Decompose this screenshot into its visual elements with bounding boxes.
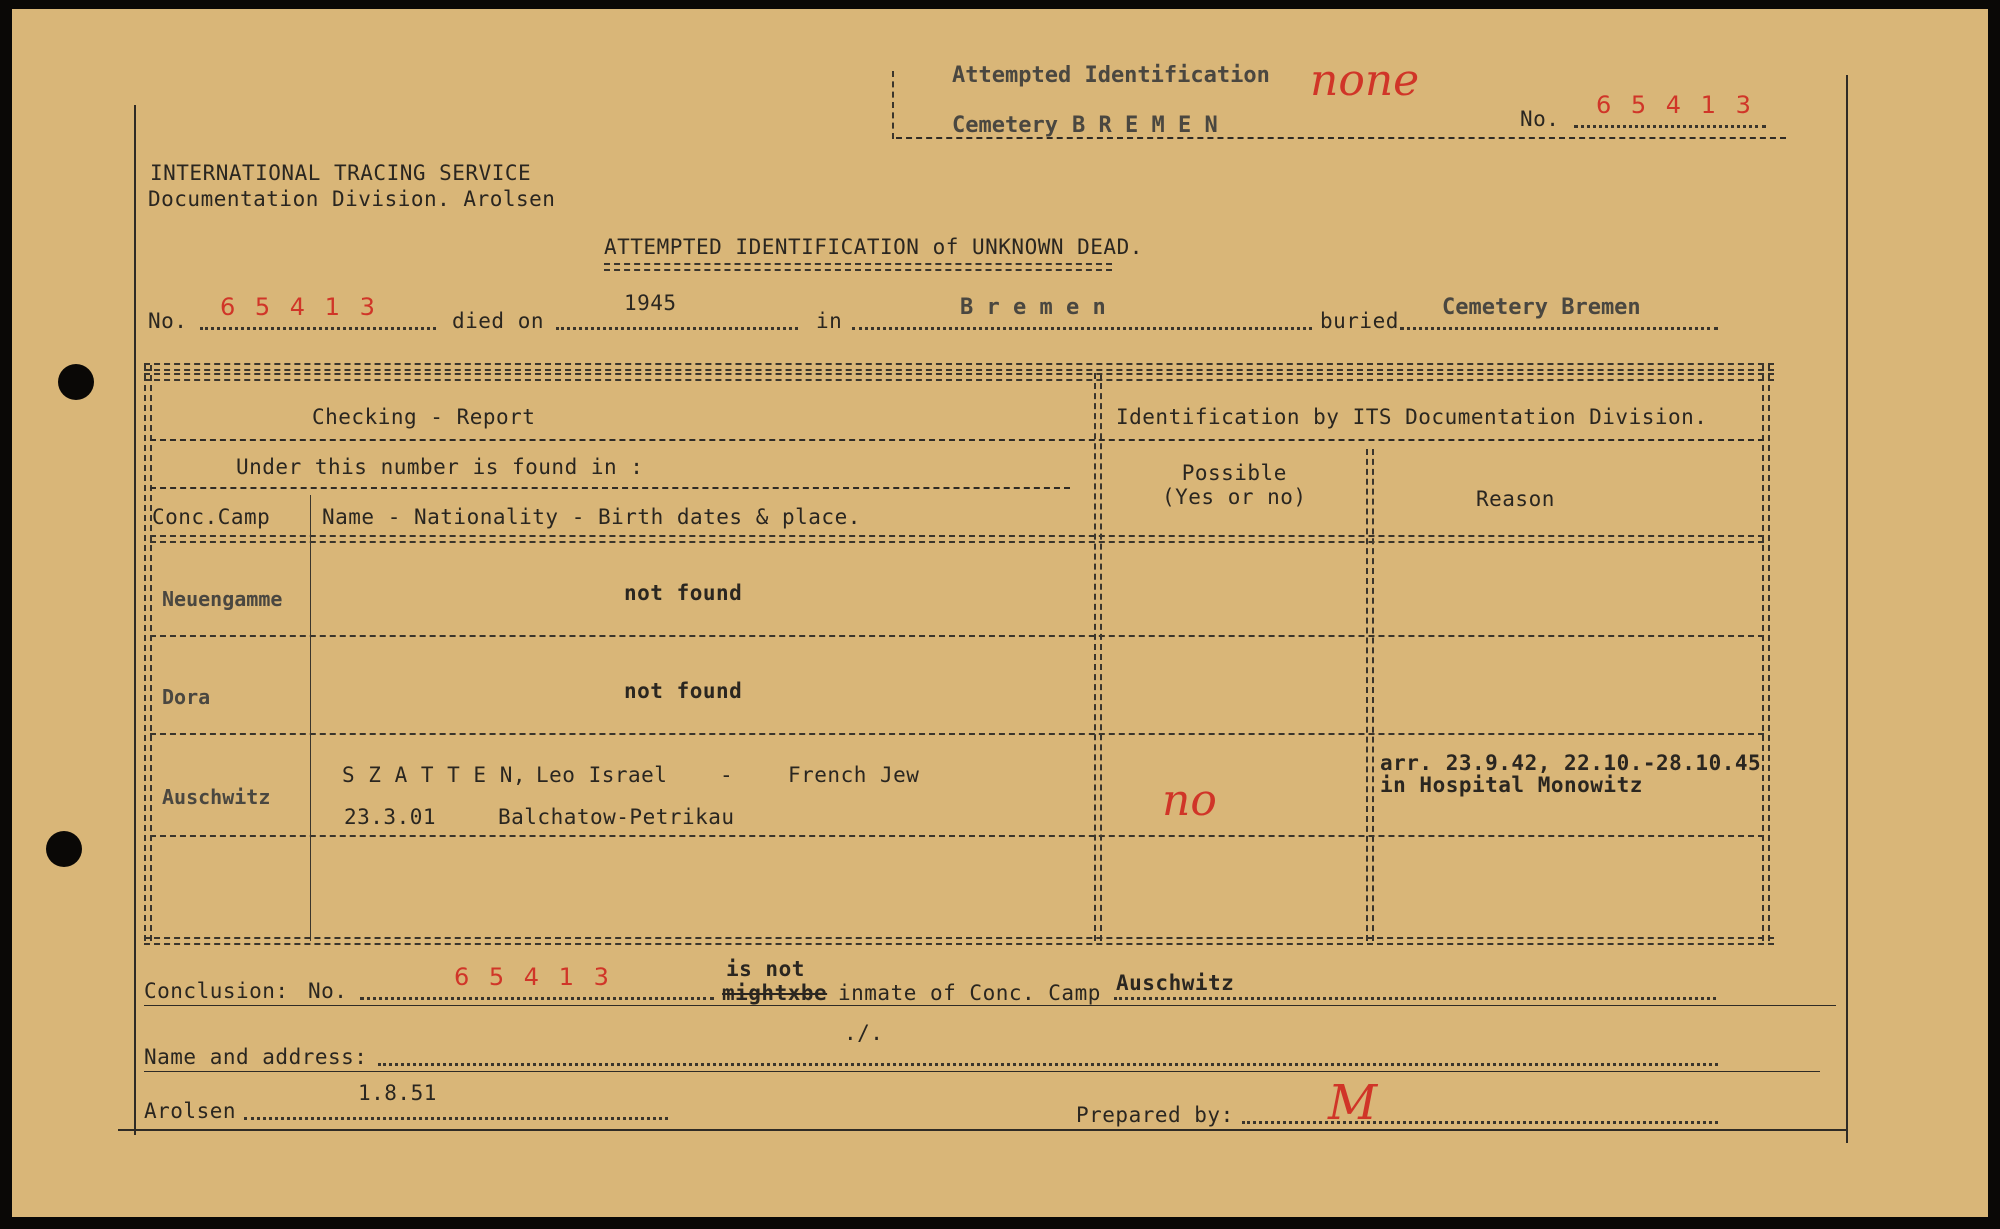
buried-dots (1400, 327, 1718, 330)
stamp-box-left-edge (892, 71, 896, 139)
document-title: ATTEMPTED IDENTIFICATION of UNKNOWN DEAD. (604, 235, 1143, 259)
punch-hole-bottom (46, 831, 82, 867)
document-title-underline (604, 263, 1112, 271)
stamp-number-dots (1574, 125, 1766, 128)
row-camp-dora: Dora (162, 685, 211, 709)
record-number-value: 6 5 4 1 3 (220, 293, 381, 321)
card-bottom-border (118, 1129, 1848, 1131)
checking-report-header: Checking - Report (312, 405, 536, 429)
inmate-label: inmate of Conc. Camp (838, 981, 1101, 1005)
column-header-camp: Conc.Camp (152, 505, 271, 529)
died-on-value: 1945 (624, 291, 677, 315)
reason-line-1: arr. 23.9.42, 22.10.-28.10.45 (1380, 751, 1762, 775)
conclusion-label: Conclusion: (144, 979, 289, 1003)
index-card (12, 9, 1988, 1217)
row-separator-3 (150, 835, 1764, 837)
handwritten-note: none (1310, 55, 1420, 106)
conclusion-number-label: No. (308, 979, 348, 1003)
buried-value: Cemetery Bremen (1442, 295, 1641, 320)
column-header-reason: Reason (1476, 487, 1555, 511)
table-right-border (1762, 365, 1770, 941)
name-address-value: ./. (844, 1021, 884, 1045)
table-left-border (144, 365, 152, 941)
table-top-border-inner (144, 373, 1774, 381)
row-camp-auschwitz: Auschwitz (162, 785, 271, 809)
died-in-value: B r e m e n (960, 295, 1106, 320)
reason-line-2: in Hospital Monowitz (1380, 773, 1643, 797)
died-on-label: died on (452, 309, 545, 333)
table-top-border (144, 363, 1774, 371)
conclusion-number-value: 6 5 4 1 3 (454, 963, 615, 991)
name-address-label: Name and address: (144, 1045, 368, 1069)
person-given-name: Leo Israel (536, 763, 668, 787)
table-camp-divider (310, 495, 311, 941)
conclusion-number-dots (360, 997, 714, 1000)
conclusion-rule (144, 1005, 1836, 1006)
name-address-dots (378, 1063, 1718, 1066)
conclusion-status-typed: is not (726, 957, 805, 981)
org-division: Documentation Division. Arolsen (148, 187, 556, 211)
name-address-rule (144, 1071, 1820, 1072)
stamp-number-value: 6 5 4 1 3 (1596, 91, 1757, 119)
table-possible-divider (1366, 449, 1374, 941)
person-birth-date: 23.3.01 (344, 805, 437, 829)
found-in-separator (150, 487, 1070, 489)
record-number-label: No. (148, 309, 188, 333)
person-birth-place: Balchatow-Petrikau (498, 805, 735, 829)
row-separator-1 (150, 635, 1764, 637)
column-header-bottom-border (150, 535, 1764, 543)
found-in-label: Under this number is found in : (236, 455, 644, 479)
died-in-dots (852, 327, 1312, 330)
row-camp-neuengamme: Neuengamme (162, 587, 283, 611)
person-nationality: French Jew (788, 763, 920, 787)
stamp-number-label: No. (1520, 107, 1560, 131)
card-right-border (1846, 75, 1848, 1143)
punch-hole-top (58, 364, 94, 400)
place-label: Arolsen (144, 1099, 237, 1123)
footer-date: 1.8.51 (358, 1081, 437, 1105)
card-left-border (134, 105, 136, 1135)
stamp-form-title: Attempted Identification (952, 63, 1270, 88)
conclusion-camp: Auschwitz (1116, 971, 1235, 995)
record-number-dots (200, 327, 436, 330)
column-header-possible: Possible (Yes or no) (1162, 461, 1307, 509)
row-separator-2 (150, 733, 1764, 735)
conclusion-camp-dots (1114, 997, 1716, 1000)
stamp-cemetery-name: B R E M E N (1072, 113, 1218, 138)
died-on-dots (556, 327, 798, 330)
row-result-neuengamme: not found (624, 581, 743, 605)
stamp-cemetery-label: Cemetery (952, 113, 1058, 138)
prepared-by-label: Prepared by: (1076, 1103, 1234, 1127)
died-in-label: in (816, 309, 843, 333)
prepared-by-initial: M (1328, 1075, 1378, 1131)
person-surname: S Z A T T E N, (342, 763, 527, 787)
prepared-by-dots (1242, 1121, 1718, 1124)
column-header-name: Name - Nationality - Birth dates & place. (322, 505, 861, 529)
org-name: INTERNATIONAL TRACING SERVICE (150, 161, 532, 185)
table-center-divider (1094, 373, 1102, 941)
place-dots (244, 1117, 668, 1120)
row-result-dora: not found (624, 679, 743, 703)
possible-answer: no (1162, 775, 1217, 826)
conclusion-status-struck: mightxbe (722, 981, 828, 1005)
table-bottom-border (144, 937, 1774, 945)
identification-header: Identification by ITS Documentation Division. (1116, 405, 1708, 429)
header-separator (150, 439, 1764, 441)
person-name-dash: - (720, 763, 734, 787)
buried-label: buried (1320, 309, 1399, 333)
